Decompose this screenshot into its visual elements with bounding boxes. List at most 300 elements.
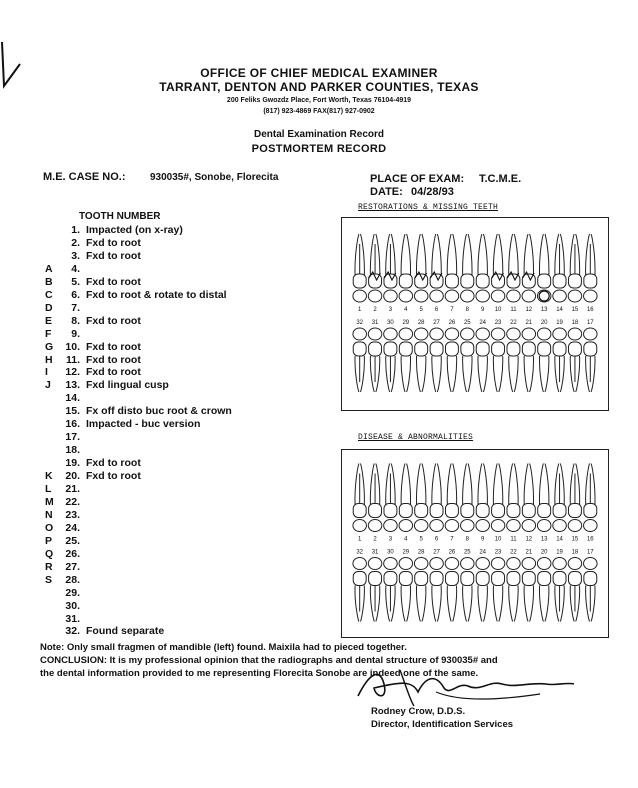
upper-tooth-crown (553, 274, 566, 288)
upper-tooth-root (416, 234, 425, 276)
lower-tooth-occlusal (522, 328, 536, 340)
lower-tooth-label: 25 (463, 549, 471, 556)
restorations-dental-diagram (342, 218, 608, 410)
lower-tooth-label: 28 (417, 549, 425, 556)
upper-tooth-label: 3 (388, 307, 393, 313)
upper-tooth-crown (492, 504, 505, 518)
tooth-number: 22. (65, 495, 80, 508)
tooth-finding: Fxd to root & rotate to distal (86, 288, 227, 301)
upper-tooth-label: 4 (404, 536, 408, 543)
upper-tooth-occlusal (414, 290, 428, 302)
tooth-finding: Fxd lingual cusp (86, 379, 169, 392)
lower-tooth-label: 22 (510, 320, 517, 326)
upper-tooth-root (432, 234, 441, 276)
case-number-value: 930035#, Sonobe, Florecita (150, 172, 279, 183)
primary-tooth-letter: H (45, 353, 53, 366)
upper-tooth-root (524, 464, 533, 506)
lower-tooth-occlusal (553, 328, 567, 340)
tooth-number: 29. (65, 586, 80, 599)
upper-tooth-occlusal (553, 520, 567, 532)
upper-tooth-occlusal (384, 290, 398, 302)
lower-tooth-crown (461, 342, 474, 356)
primary-tooth-letter: B (45, 275, 53, 288)
upper-tooth-crown (568, 274, 581, 288)
tooth-number: 8. (71, 314, 80, 327)
lower-tooth-crown (430, 572, 443, 586)
upper-tooth-label: 2 (373, 307, 377, 313)
place-of-exam-value: T.C.M.E. (479, 173, 522, 185)
tooth-number: 11. (65, 353, 80, 366)
upper-tooth-root (447, 464, 456, 506)
conclusion-line-2: the dental information provided to me representing Florecita Sonobe are indeed one of the same. (40, 668, 479, 679)
lower-tooth-occlusal (445, 328, 459, 340)
lower-tooth-root (539, 356, 548, 392)
upper-tooth-occlusal (368, 290, 382, 302)
lower-tooth-occlusal (461, 328, 475, 340)
case-number-label: M.E. CASE NO.: (43, 171, 126, 183)
lower-tooth-occlusal (353, 558, 367, 570)
lower-tooth-occlusal (399, 558, 413, 570)
upper-tooth-label: 10 (494, 536, 502, 543)
lower-tooth-root (355, 356, 364, 392)
tooth-finding: Fx off disto buc root & crown (86, 405, 232, 418)
upper-tooth-root (493, 464, 502, 506)
lower-tooth-crown (476, 572, 489, 586)
lower-tooth-root (463, 356, 472, 392)
lower-tooth-label: 25 (463, 320, 471, 326)
lower-tooth-root (586, 356, 595, 392)
lower-tooth-crown (568, 572, 581, 586)
tooth-number: 28. (65, 573, 80, 586)
lower-tooth-root (555, 586, 564, 622)
upper-tooth-root (493, 234, 502, 276)
lower-tooth-root (386, 586, 395, 622)
lower-tooth-occlusal (414, 558, 428, 570)
tooth-number: 19. (65, 457, 80, 470)
upper-tooth-label: 6 (434, 307, 439, 313)
tooth-finding: Fxd to root (86, 314, 141, 327)
lower-tooth-occlusal (368, 558, 382, 570)
primary-tooth-letter: J (45, 379, 51, 392)
lower-tooth-root (432, 586, 441, 622)
primary-tooth-letter: S (45, 573, 53, 586)
upper-tooth-occlusal (399, 290, 413, 302)
disease-dental-diagram (342, 450, 608, 637)
upper-tooth-root (370, 234, 379, 276)
upper-tooth-crown (353, 274, 366, 288)
lower-tooth-occlusal (584, 558, 598, 570)
lower-tooth-root (463, 586, 472, 622)
upper-tooth-occlusal (430, 290, 444, 302)
upper-tooth-label: 8 (465, 536, 469, 543)
lower-tooth-crown (445, 572, 458, 586)
primary-tooth-letter: O (45, 521, 54, 534)
upper-tooth-crown (584, 274, 597, 288)
exam-date-label: DATE: (370, 186, 403, 198)
tooth-number: 30. (65, 599, 80, 612)
lower-tooth-label: 24 (479, 320, 487, 326)
upper-tooth-occlusal (568, 290, 582, 302)
lower-tooth-root (586, 586, 595, 622)
tooth-number: 7. (71, 301, 80, 314)
lower-tooth-label: 21 (525, 320, 533, 326)
lower-tooth-root (416, 356, 425, 392)
lower-tooth-crown (415, 572, 428, 586)
upper-tooth-root (370, 464, 379, 506)
upper-tooth-label: 6 (434, 536, 439, 543)
lower-tooth-occlusal (368, 328, 382, 340)
tooth-number: 13. (65, 379, 80, 392)
upper-tooth-crown (461, 504, 474, 518)
upper-tooth-root (447, 234, 456, 276)
lower-tooth-label: 32 (356, 320, 364, 326)
primary-tooth-letter: M (45, 495, 54, 508)
lower-tooth-occlusal (584, 328, 598, 340)
tooth-number: 4. (71, 262, 80, 275)
lower-tooth-crown (492, 572, 505, 586)
lower-tooth-root (416, 586, 425, 622)
lower-tooth-occlusal (430, 558, 444, 570)
lower-tooth-crown (353, 342, 366, 356)
upper-tooth-label: 9 (481, 536, 485, 543)
upper-tooth-label: 15 (571, 536, 579, 543)
upper-tooth-crown (461, 274, 474, 288)
upper-tooth-crown (399, 274, 412, 288)
upper-tooth-occlusal (491, 290, 505, 302)
upper-tooth-crown (568, 504, 581, 518)
upper-tooth-root (586, 234, 595, 276)
upper-tooth-occlusal (491, 520, 505, 532)
lower-tooth-crown (492, 342, 505, 356)
upper-tooth-occlusal (430, 520, 444, 532)
disease-chart-title: DISEASE & ABNORMALITIES (358, 433, 474, 442)
lower-tooth-label: 17 (586, 320, 594, 326)
upper-tooth-crown (430, 504, 443, 518)
lower-tooth-crown (369, 572, 382, 586)
upper-tooth-root (463, 464, 472, 506)
lower-tooth-crown (568, 342, 581, 356)
lower-tooth-crown (522, 342, 535, 356)
upper-tooth-label: 14 (556, 307, 563, 313)
tooth-number: 10. (65, 340, 80, 353)
lower-tooth-root (570, 586, 579, 622)
lower-tooth-occlusal (476, 328, 490, 340)
lower-tooth-crown (430, 342, 443, 356)
upper-tooth-occlusal (553, 290, 567, 302)
upper-tooth-occlusal (353, 520, 367, 532)
upper-tooth-occlusal (522, 520, 536, 532)
tooth-number: 3. (71, 249, 80, 262)
office-title: OFFICE OF CHIEF MEDICAL EXAMINER (200, 66, 438, 80)
lower-tooth-occlusal (553, 558, 567, 570)
lower-tooth-crown (384, 342, 397, 356)
lower-tooth-label: 27 (433, 320, 440, 326)
upper-tooth-crown (415, 504, 428, 518)
upper-tooth-root (509, 234, 518, 276)
record-title: Dental Examination Record (253, 129, 385, 140)
lower-tooth-root (509, 586, 518, 622)
lower-tooth-label: 30 (387, 320, 394, 326)
upper-tooth-label: 11 (510, 536, 517, 543)
upper-tooth-root (570, 464, 579, 506)
lower-tooth-root (493, 356, 502, 392)
lower-tooth-label: 21 (525, 549, 533, 556)
lower-tooth-occlusal (491, 328, 505, 340)
lower-tooth-label: 18 (571, 320, 579, 326)
tooth-number: 21. (65, 483, 80, 495)
lower-tooth-label: 23 (494, 549, 502, 556)
upper-tooth-occlusal (368, 520, 382, 532)
tooth-number: 26. (65, 547, 80, 560)
lower-tooth-root (539, 586, 548, 622)
upper-tooth-root (355, 464, 364, 506)
lower-tooth-root (386, 356, 395, 392)
upper-tooth-root (463, 234, 472, 276)
tooth-finding: Fxd to root (86, 249, 141, 262)
upper-tooth-root (509, 464, 518, 506)
lower-tooth-root (570, 356, 579, 392)
office-address: 200 Feliks Gwozdz Place, Fort Worth, Texas 76104-4919 (226, 97, 412, 104)
upper-tooth-label: 2 (373, 536, 377, 543)
upper-tooth-label: 12 (525, 307, 533, 313)
upper-tooth-crown (522, 504, 535, 518)
lower-tooth-occlusal (507, 328, 521, 340)
tooth-finding: Fxd to root (86, 470, 141, 483)
upper-tooth-label: 3 (388, 536, 393, 543)
primary-tooth-letter: P (45, 534, 53, 547)
lower-tooth-label: 26 (448, 549, 456, 556)
lower-tooth-root (370, 356, 379, 392)
lower-tooth-label: 19 (556, 549, 563, 556)
lower-tooth-occlusal (430, 328, 444, 340)
lower-tooth-occlusal (568, 558, 582, 570)
upper-tooth-occlusal (445, 290, 459, 302)
handwritten-signature (340, 662, 580, 708)
lower-tooth-root (524, 356, 533, 392)
upper-tooth-occlusal (461, 520, 475, 532)
upper-tooth-root (355, 234, 364, 276)
tooth-number: 5. (71, 275, 80, 288)
upper-tooth-occlusal (507, 290, 521, 302)
lower-tooth-label: 29 (402, 549, 410, 556)
upper-tooth-label: 7 (450, 307, 454, 313)
lower-tooth-label: 18 (571, 549, 579, 556)
lower-tooth-occlusal (476, 558, 490, 570)
upper-tooth-label: 13 (540, 307, 548, 313)
upper-tooth-root (524, 234, 533, 276)
lower-tooth-crown (353, 572, 366, 586)
primary-tooth-letter: E (45, 314, 53, 327)
upper-tooth-root (555, 464, 564, 506)
lower-tooth-label: 28 (417, 320, 425, 326)
lower-tooth-label: 32 (356, 549, 364, 556)
lower-tooth-crown (553, 342, 566, 356)
lower-tooth-root (432, 356, 441, 392)
upper-tooth-occlusal (584, 290, 598, 302)
upper-tooth-crown (384, 504, 397, 518)
upper-tooth-label: 16 (586, 536, 594, 543)
tooth-number: 15. (65, 405, 80, 418)
upper-tooth-crown (476, 504, 489, 518)
tooth-number: 9. (71, 327, 80, 340)
upper-tooth-root (539, 234, 548, 276)
upper-tooth-root (386, 464, 395, 506)
tooth-number: 17. (65, 431, 80, 444)
restorations-chart-title: RESTORATIONS & MISSING TEETH (358, 203, 499, 212)
lower-tooth-root (524, 586, 533, 622)
lower-tooth-occlusal (384, 558, 398, 570)
lower-tooth-crown (584, 342, 597, 356)
primary-tooth-letter: D (45, 301, 53, 314)
lower-tooth-occlusal (522, 558, 536, 570)
lower-tooth-occlusal (353, 328, 367, 340)
signer-name: Rodney Crow, D.D.S. (371, 706, 466, 717)
lower-tooth-crown (522, 572, 535, 586)
lower-tooth-crown (538, 572, 551, 586)
lower-tooth-crown (538, 342, 551, 356)
lower-tooth-label: 26 (448, 320, 456, 326)
upper-tooth-label: 13 (540, 536, 548, 543)
lower-tooth-label: 23 (494, 320, 502, 326)
upper-tooth-label: 5 (419, 536, 423, 543)
lower-tooth-root (493, 586, 502, 622)
primary-tooth-letter: N (45, 508, 53, 521)
upper-tooth-occlusal (584, 520, 598, 532)
upper-tooth-crown (476, 274, 489, 288)
lower-tooth-root (509, 356, 518, 392)
lower-tooth-label: 20 (540, 549, 548, 556)
tooth-finding: Fxd to root (86, 366, 141, 379)
lower-tooth-occlusal (568, 328, 582, 340)
upper-tooth-occlusal (445, 520, 459, 532)
upper-tooth-crown (538, 504, 551, 518)
lower-tooth-label: 30 (387, 549, 394, 556)
lower-tooth-occlusal (445, 558, 459, 570)
upper-tooth-occlusal (414, 520, 428, 532)
upper-tooth-label: 10 (494, 307, 502, 313)
tooth-number: 32. (65, 625, 80, 638)
lower-tooth-label: 27 (433, 549, 440, 556)
lower-tooth-root (370, 586, 379, 622)
tooth-number: 16. (65, 418, 80, 431)
tooth-finding: Found separate (86, 625, 165, 638)
lower-tooth-label: 22 (510, 549, 517, 556)
lower-tooth-root (478, 586, 487, 622)
tooth-number: 20. (65, 470, 80, 483)
upper-tooth-label: 4 (404, 307, 408, 313)
upper-tooth-root (586, 464, 595, 506)
tooth-number: 25. (65, 534, 80, 547)
tooth-number: 18. (65, 444, 80, 457)
lower-tooth-label: 17 (586, 549, 594, 556)
upper-tooth-occlusal (353, 290, 367, 302)
place-of-exam-label: PLACE OF EXAM: (370, 173, 465, 185)
primary-tooth-letter: Q (45, 547, 54, 560)
upper-tooth-label: 15 (571, 307, 579, 313)
tooth-number: 24. (65, 521, 80, 534)
lower-tooth-root (555, 356, 564, 392)
lower-tooth-root (401, 356, 410, 392)
lower-tooth-occlusal (537, 328, 551, 340)
primary-tooth-letter: C (45, 288, 53, 301)
lower-tooth-crown (584, 572, 597, 586)
lower-tooth-occlusal (491, 558, 505, 570)
lower-tooth-label: 31 (371, 549, 379, 556)
upper-tooth-crown (445, 504, 458, 518)
upper-tooth-crown (584, 504, 597, 518)
tooth-number: 14. (65, 392, 80, 405)
upper-tooth-root (386, 234, 395, 276)
tooth-finding: Fxd to root (86, 457, 141, 470)
upper-tooth-root (539, 464, 548, 506)
tooth-number: 23. (65, 508, 80, 521)
upper-tooth-label: 12 (525, 536, 533, 543)
note-text: Note: Only small fragmen of mandible (left) found. Maixila had to pieced together. (40, 642, 407, 653)
lower-tooth-label: 29 (402, 320, 410, 326)
primary-tooth-letter: L (45, 483, 52, 495)
upper-tooth-root (416, 464, 425, 506)
upper-tooth-occlusal (476, 290, 490, 302)
upper-tooth-label: 1 (358, 307, 362, 313)
disease-chart (341, 449, 609, 638)
lower-tooth-crown (415, 342, 428, 356)
lower-tooth-label: 20 (540, 320, 548, 326)
lower-tooth-occlusal (461, 558, 475, 570)
primary-tooth-letter: A (45, 262, 53, 275)
lower-tooth-label: 31 (371, 320, 379, 326)
tooth-number: 2. (71, 236, 80, 249)
upper-tooth-root (570, 234, 579, 276)
tooth-number: 12. (65, 366, 80, 379)
upper-tooth-occlusal (537, 520, 551, 532)
upper-tooth-occlusal (461, 290, 475, 302)
lower-tooth-occlusal (384, 328, 398, 340)
upper-tooth-root (555, 234, 564, 276)
upper-tooth-crown (445, 274, 458, 288)
lower-tooth-label: 19 (556, 320, 563, 326)
office-phone: (817) 923-4869 FAX(817) 927-0902 (263, 108, 375, 115)
tooth-finding: Impacted (on x-ray) (86, 224, 183, 236)
upper-tooth-occlusal (476, 520, 490, 532)
upper-tooth-label: 8 (465, 307, 469, 313)
record-subtitle: POSTMORTEM RECORD (251, 143, 387, 155)
tooth-number: 1. (71, 224, 80, 236)
primary-tooth-letter: K (45, 470, 53, 483)
upper-tooth-occlusal (568, 520, 582, 532)
tooth-finding: Fxd to root (86, 236, 141, 249)
lower-tooth-occlusal (537, 558, 551, 570)
upper-tooth-label: 14 (556, 536, 563, 543)
upper-tooth-crown (399, 504, 412, 518)
upper-tooth-root (478, 234, 487, 276)
upper-tooth-crown (369, 504, 382, 518)
upper-tooth-occlusal (522, 290, 536, 302)
lower-tooth-crown (507, 572, 520, 586)
upper-tooth-root (432, 464, 441, 506)
upper-tooth-root (478, 464, 487, 506)
lower-tooth-crown (399, 342, 412, 356)
upper-tooth-occlusal (507, 520, 521, 532)
lower-tooth-occlusal (507, 558, 521, 570)
lower-tooth-crown (369, 342, 382, 356)
restorations-chart (341, 217, 609, 411)
primary-tooth-letter: F (45, 327, 52, 340)
upper-tooth-crown (353, 504, 366, 518)
tooth-finding: Fxd to root (86, 340, 141, 353)
tooth-number: 6. (71, 288, 80, 301)
tooth-finding: Impacted - buc version (86, 418, 201, 431)
lower-tooth-crown (507, 342, 520, 356)
